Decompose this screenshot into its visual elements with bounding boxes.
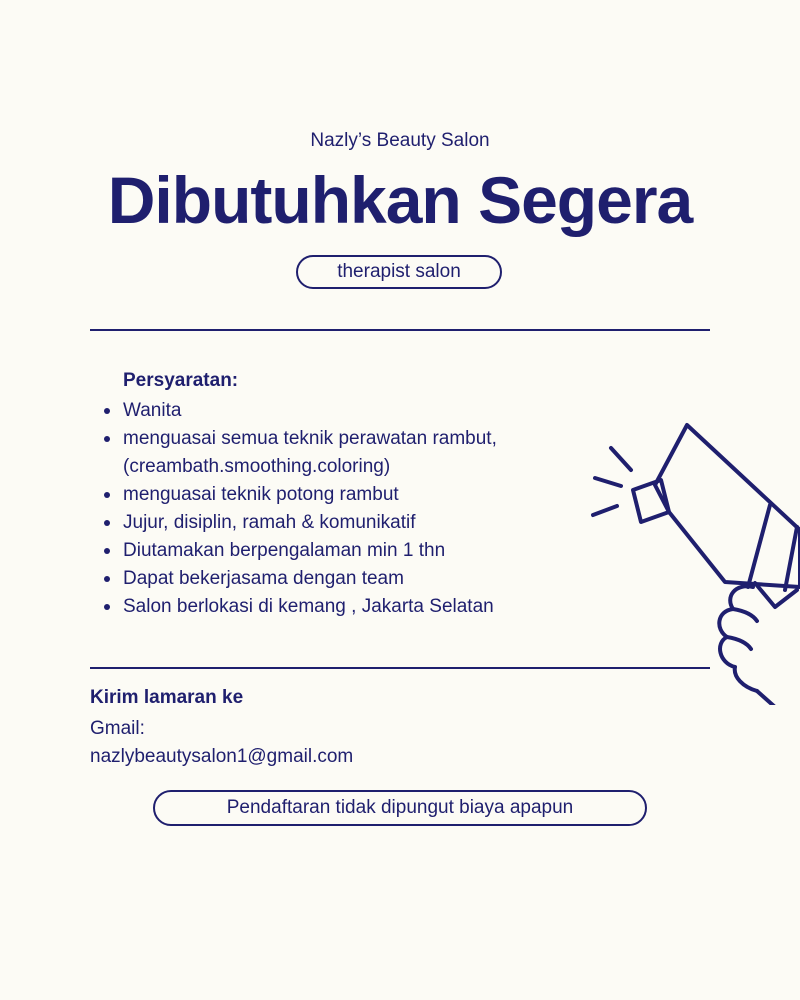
requirement-text: Salon berlokasi di kemang , Jakarta Selatan [123, 596, 494, 617]
requirement-item [104, 593, 584, 621]
bullet-icon [104, 576, 110, 582]
requirement-text: Wanita [123, 400, 182, 421]
bottom-divider [90, 667, 710, 669]
megaphone-icon [585, 415, 800, 705]
email-address[interactable]: nazlybeautysalon1@gmail.com [90, 746, 354, 767]
requirement-item [104, 509, 584, 537]
requirement-text: menguasai semua teknik perawatan rambut, (creambath.smoothing.coloring) [123, 428, 497, 477]
bullet-icon [104, 436, 110, 442]
requirement-item [104, 397, 584, 425]
requirement-text: Dapat bekerjasama dengan team [123, 568, 404, 589]
bullet-icon [104, 492, 110, 498]
requirement-text: Diutamakan berpengalaman min 1 thn [123, 540, 446, 561]
free-registration-badge: Pendaftaran tidak dipungut biaya apapun [153, 790, 647, 826]
bullet-icon [104, 520, 110, 526]
email-label: Gmail: [90, 718, 145, 739]
requirements-list [104, 397, 584, 621]
requirements-title: Persyaratan: [123, 370, 239, 391]
apply-title: Kirim lamaran ke [90, 687, 244, 708]
top-divider [90, 329, 710, 331]
page-headline: Dibutuhkan Segera [107, 163, 693, 237]
bullet-icon [104, 604, 110, 610]
bullet-icon [104, 408, 110, 414]
requirement-item [104, 537, 584, 565]
requirement-item [104, 565, 584, 593]
role-badge: therapist salon [296, 255, 502, 289]
requirement-item [104, 481, 584, 509]
requirement-text: Jujur, disiplin, ramah & komunikatif [123, 512, 416, 533]
requirement-text: menguasai teknik potong rambut [123, 484, 399, 505]
bullet-icon [104, 548, 110, 554]
brand-name: Nazly’s Beauty Salon [310, 130, 490, 151]
requirement-item [104, 425, 584, 481]
